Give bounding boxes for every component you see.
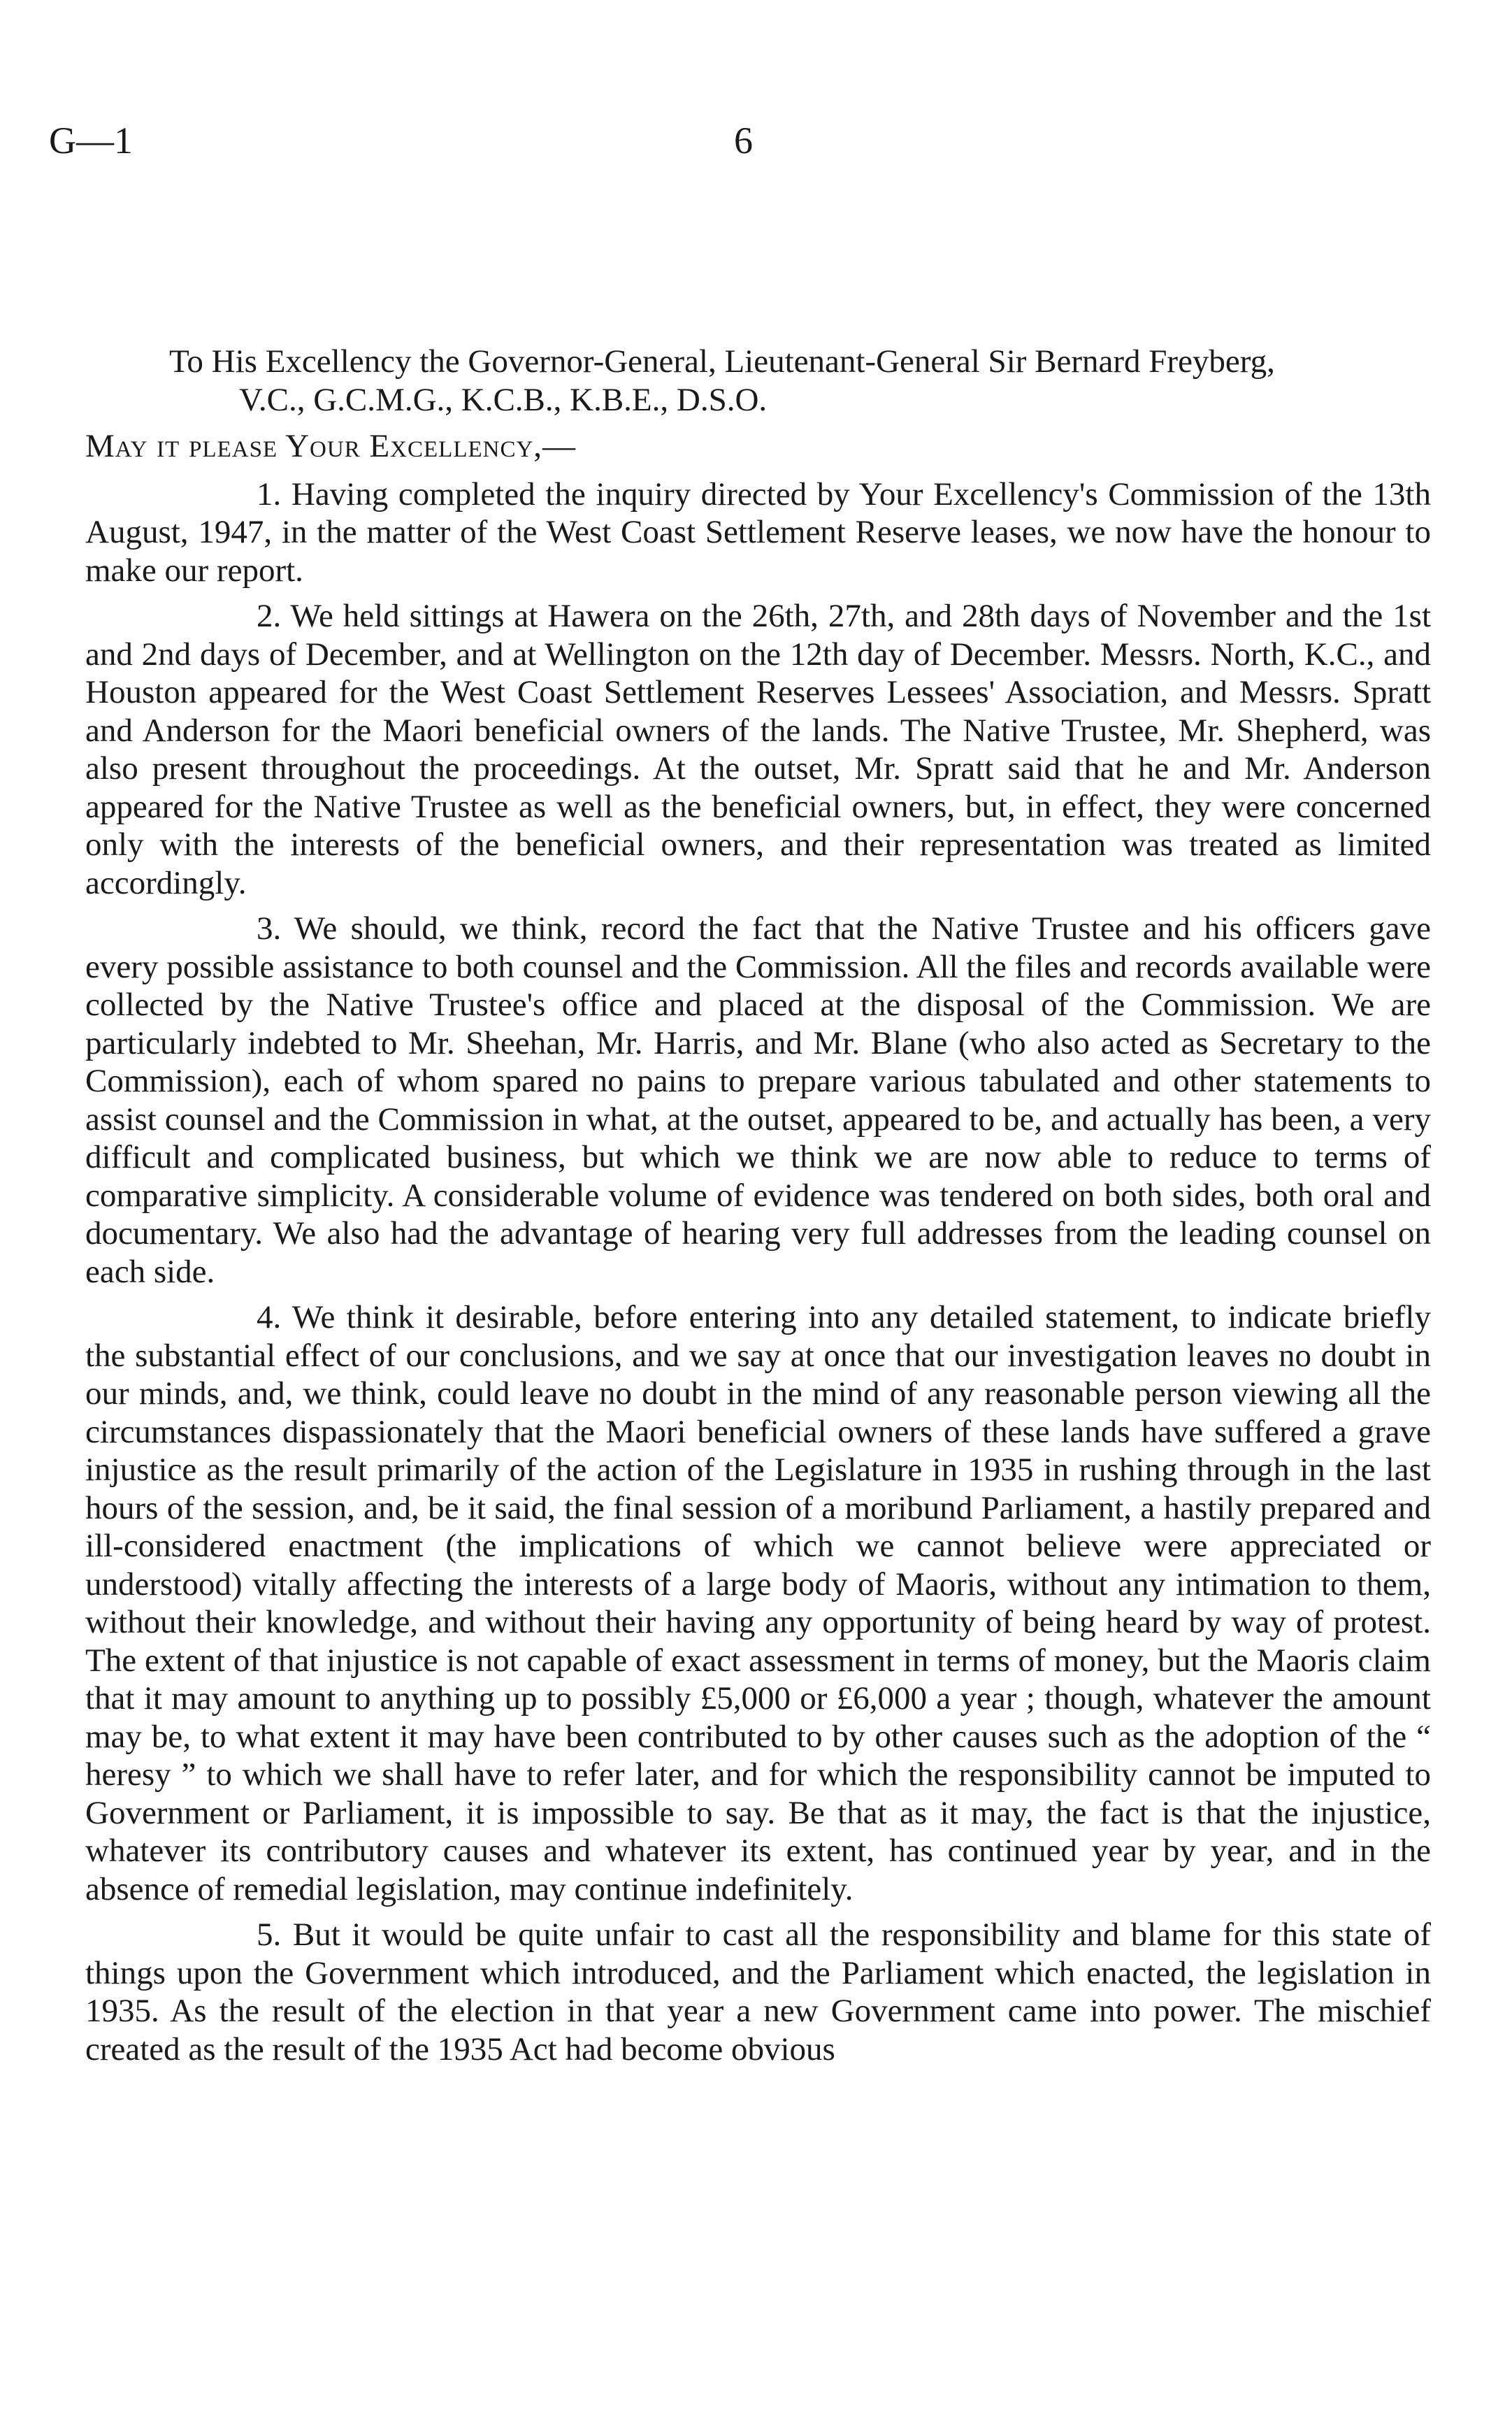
salutation: May it please Your Excellency,— [85, 428, 577, 464]
document-reference: G—1 [49, 120, 133, 162]
paragraph-5: 5. But it would be quite unfair to cast all the responsibility and blame for this state of things upon the Government which introduced, and the Parliament which enacted, the legislation in 1935. As the result of the election in that year a new Government came into power. The mischief created as the result of the 1935 Act had become obvious [85, 1916, 1431, 2068]
page-number: 6 [734, 120, 753, 162]
page-header [49, 119, 1463, 168]
addressee-line-1: To His Excellency the Governor-General, Lieutenant-General Sir Bernard Freyberg, [169, 343, 1275, 380]
paragraph-1: 1. Having completed the inquiry directed by Your Excellency's Commission of the 13th August, 1947, in the matter of the West Coast Settlement Reserve leases, we now have the honour to make our report. [85, 475, 1431, 589]
paragraph-2: 2. We held sittings at Hawera on the 26th, 27th, and 28th days of November and the 1st and 2nd days of December, and at Wellington on the 12th day of December. Messrs. North, K.C., and Houston appeared for the West Coast Settlement Reserves Lessees' Association, and Messrs. Spratt and Anderson for the Maori beneficial owners of the lands. The Native Trustee, Mr. Shepherd, was also present throughout the proceedings. At the outset, Mr. Spratt said that he and Mr. Anderson appeared for the Native Trustee as well as the beneficial owners, but, in effect, they were concerned only with the interests of the beneficial owners, and their representation was treated as limited accordingly. [85, 598, 1431, 901]
addressee-line-2: V.C., G.C.M.G., K.C.B., K.B.E., D.S.O. [239, 381, 768, 418]
paragraph-4: 4. We think it desirable, before entering into any detailed statement, to indicate briefly the substantial effect of our conclusions, and we say at once that our investigation leaves no doubt in our minds, and, we think, could leave no doubt in the mind of any reasonable person viewing all the circumstances dispassionately that the Maori beneficial owners of these lands have suffered a grave injustice as the result primarily of the action of the Legislature in 1935 in rushing through in the last hours of the session, and, be it said, the final session of a moribund Parliament, a hastily prepared and ill-considered enactment (the implications of which we cannot believe were appreciated or understood) vitally affecting the interests of a large body of Maoris, without any intimation to them, without their knowledge, and without their having any opportunity of being heard by way of protest. The extent of that injustice is not capable of exact assessment in terms of money, but the Maoris claim that it may amount to anything up to possibly £5,000 or £6,000 a year ; though, whatever the amount may be, to what extent it may have been contributed to by other causes such as the adoption of the “ heresy ” to which we shall have to refer later, and for which the responsibility cannot be imputed to Government or Parliament, it is impossible to say. Be that as it may, the fact is that the injustice, whatever its contributory causes and whatever its extent, has continued year by year, and in the absence of remedial legislation, may continue indefinitely. [85, 1299, 1431, 1907]
paragraph-3: 3. We should, we think, record the fact that the Native Trustee and his officers gave every possible assistance to both counsel and the Commission. All the files and records available were collected by the Native Trustee's office and placed at the disposal of the Commission. We are particularly indebted to Mr. Sheehan, Mr. Harris, and Mr. Blane (who also acted as Secretary to the Commission), each of whom spared no pains to prepare various tabulated and other statements to assist counsel and the Commission in what, at the outset, appeared to be, and actually has been, a very difficult and complicated business, but which we think we are now able to reduce to terms of comparative simplicity. A considerable volume of evidence was tendered on both sides, both oral and documentary. We also had the advantage of hearing very full addresses from the leading counsel on each side. [85, 910, 1431, 1290]
addressee [85, 343, 1431, 419]
report-body [85, 343, 1431, 2076]
